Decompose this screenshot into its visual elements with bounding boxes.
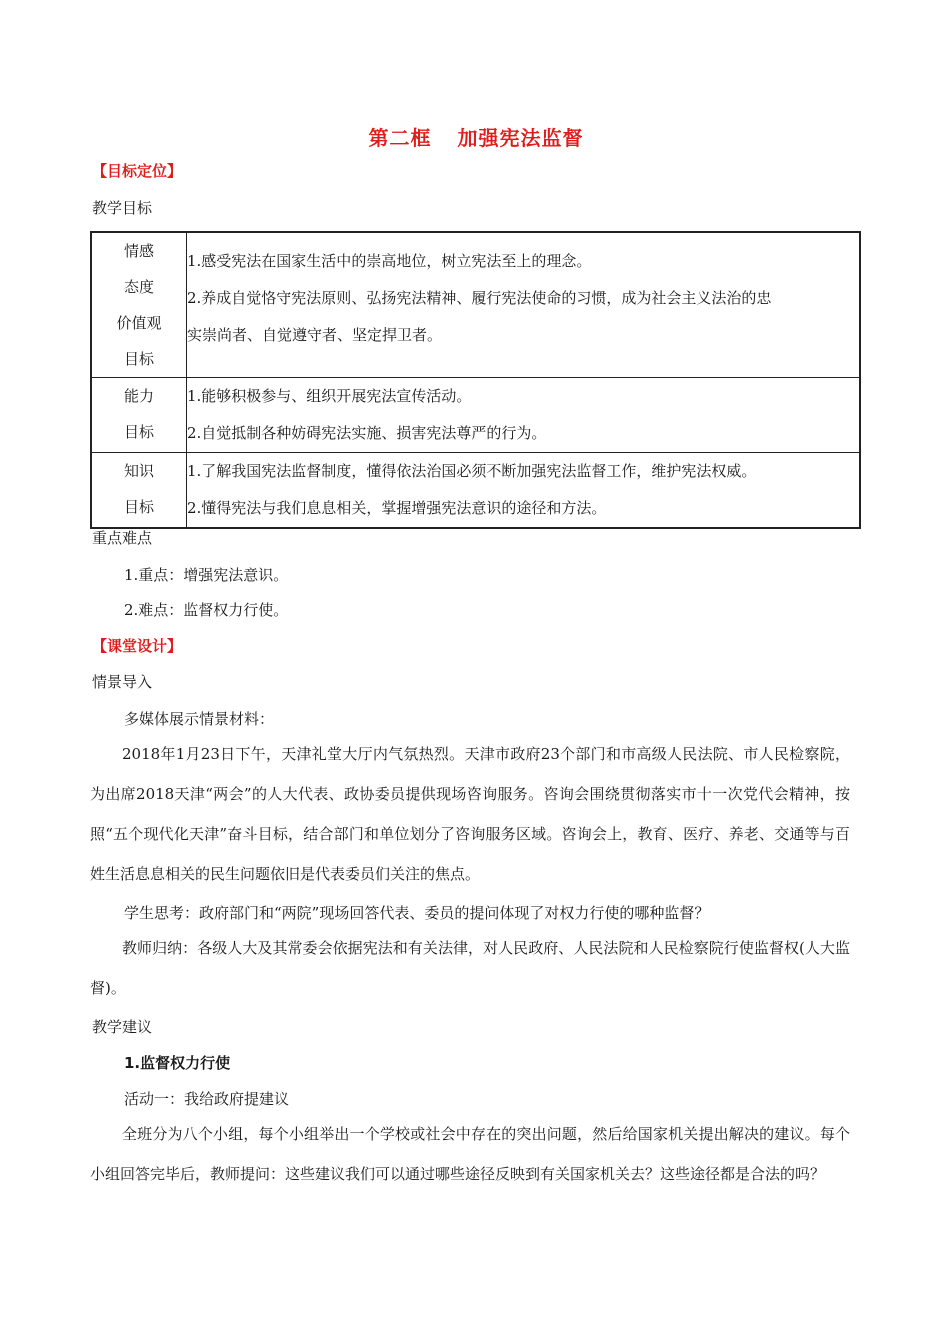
suggestion-subheading: 1.监督权力行使 bbox=[124, 1054, 231, 1072]
activity-title: 活动一：我给政府提建议 bbox=[124, 1090, 290, 1108]
key-points-label: 重点难点 bbox=[92, 529, 153, 547]
label-line: 知识 bbox=[123, 462, 154, 480]
goals-row-emotion bbox=[91, 232, 860, 378]
goal-line: 实崇尚者、自觉遵守者、坚定捍卫者。 bbox=[187, 326, 443, 344]
goals-row-content bbox=[187, 378, 861, 453]
scenario-intro: 多媒体展示情景材料： bbox=[124, 710, 275, 728]
activity-text: 全班分为八个小组，每个小组举出一个学校或社会中存在的突出问题，然后给国家机关提出解决的建议。每个小组回答完毕后，教师提问：这些建议我们可以通过哪些途径反映到有关国家机关去？这些途径都是合法的吗？ bbox=[90, 1125, 850, 1183]
goal-line: 1.能够积极参与、组织开展宪法宣传活动。 bbox=[187, 387, 472, 405]
teacher-summary: 教师归纳：各级人大及其常委会依据宪法和有关法律，对人民政府、人民法院和人民检察院行使监督权(人大监督)。 bbox=[90, 939, 850, 997]
key-point-1: 1.重点：增强宪法意识。 bbox=[124, 566, 289, 584]
goals-row-label bbox=[91, 232, 187, 378]
label-line: 情感 bbox=[123, 242, 154, 260]
goal-line: 1.感受宪法在国家生活中的崇高地位，树立宪法至上的理念。 bbox=[187, 252, 592, 270]
goals-row-knowledge bbox=[91, 453, 860, 529]
title-part2: 加强宪法监督 bbox=[457, 126, 584, 150]
target-heading: 【目标定位】 bbox=[92, 162, 183, 180]
label-line: 目标 bbox=[123, 350, 154, 368]
label-line: 目标 bbox=[123, 498, 154, 516]
scenario-label: 情景导入 bbox=[92, 673, 153, 691]
page-title bbox=[90, 122, 862, 151]
goal-line: 1.了解我国宪法监督制度，懂得依法治国必须不断加强宪法监督工作，维护宪法权威。 bbox=[187, 462, 757, 480]
student-think: 学生思考：政府部门和“两院”现场回答代表、委员的提问体现了对权力行使的哪种监督？ bbox=[124, 904, 710, 922]
goals-row-label bbox=[91, 453, 187, 529]
suggestion-label: 教学建议 bbox=[92, 1018, 153, 1036]
label-line: 能力 bbox=[123, 387, 154, 405]
goal-line: 2.养成自觉恪守宪法原则、弘扬宪法精神、履行宪法使命的习惯，成为社会主义法治的忠 bbox=[187, 289, 772, 307]
goals-table bbox=[90, 231, 861, 529]
teaching-goals-label: 教学目标 bbox=[92, 199, 153, 217]
goal-line: 2.自觉抵制各种妨碍宪法实施、损害宪法尊严的行为。 bbox=[187, 424, 547, 442]
scenario-material: 2018年1月23日下午，天津礼堂大厅内气氛热烈。天津市政府23个部门和市高级人民法院、市人民检察院，为出席2018天津“两会”的人大代表、政协委员提供现场咨询服务。咨询会围绕贯彻落实市十一次党代会精神，按照“五个现代化天津”奋斗目标，结合部门和单位划分了咨询服务区域。咨询会上，教育、医疗、养老、交通等与百姓生活息息相关的民生问题依旧是代表委员们关注的焦点。 bbox=[90, 745, 851, 883]
goals-row-label bbox=[91, 378, 187, 453]
label-line: 价值观 bbox=[116, 314, 162, 332]
goal-line: 2.懂得宪法与我们息息相关，掌握增强宪法意识的途径和方法。 bbox=[187, 499, 607, 517]
classroom-heading: 【课堂设计】 bbox=[92, 637, 183, 655]
key-point-2: 2.难点：监督权力行使。 bbox=[124, 601, 289, 619]
goals-row-ability bbox=[91, 378, 860, 453]
label-line: 目标 bbox=[123, 423, 154, 441]
goals-row-content bbox=[187, 232, 861, 378]
title-part1: 第二框 bbox=[368, 126, 432, 150]
goals-row-content bbox=[187, 453, 861, 529]
label-line: 态度 bbox=[123, 278, 154, 296]
